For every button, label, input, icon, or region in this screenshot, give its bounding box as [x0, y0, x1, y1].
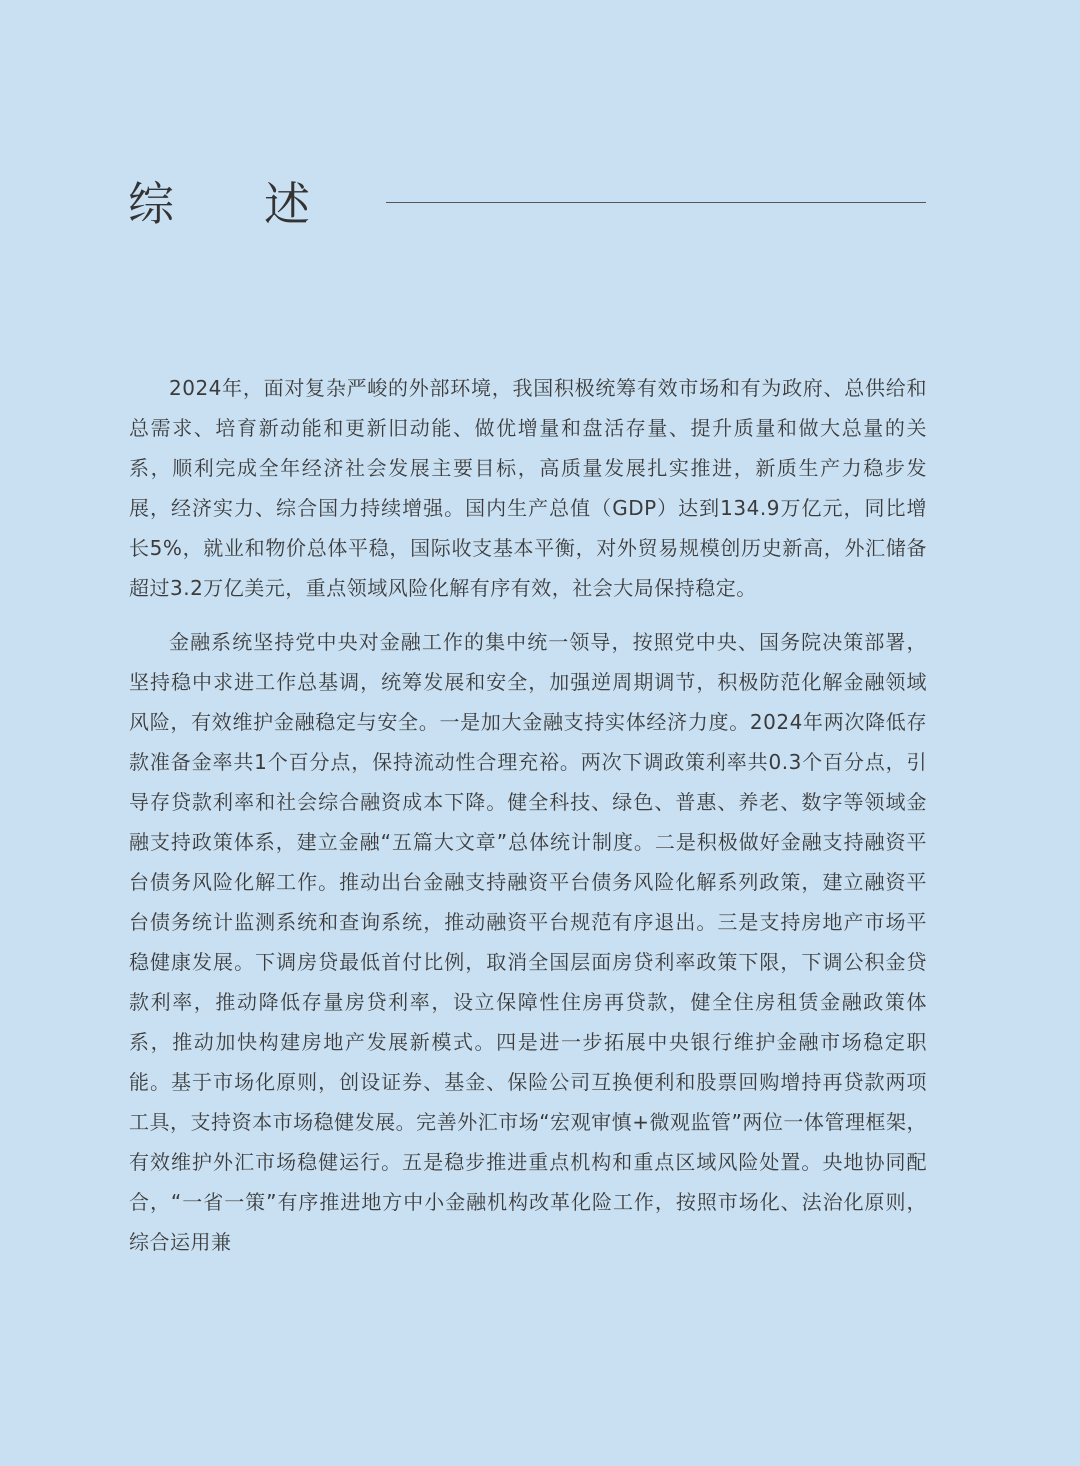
section-title-char-2: 述 [264, 177, 310, 231]
section-heading [128, 172, 928, 236]
paragraph-2: 金融系统坚持党中央对金融工作的集中统一领导，按照党中央、国务院决策部署，坚持稳中求进工作总基调，统筹发展和安全，加强逆周期调节，积极防范化解金融领域风险，有效维护金融稳定与安全。一是加大金融支持实体经济力度。2024年两次降低存款准备金率共1个百分点，保持流动性合理充裕。两次下调政策利率共0.3个百分点，引导存贷款利率和社会综合融资成本下降。健全科技、绿色、普惠、养老、数字等领域金融支持政策体系，建立金融“五篇大文章”总体统计制度。二是积极做好金融支持融资平台债务风险化解工作。推动出台金融支持融资平台债务风险化解系列政策，建立融资平台债务统计监测系统和查询系统，推动融资平台规范有序退出。三是支持房地产市场平稳健康发展。下调房贷最低首付比例，取消全国层面房贷利率政策下限，下调公积金贷款利率，推动降低存量房贷利率，设立保障性住房再贷款，健全住房租赁金融政策体系，推动加快构建房地产发展新模式。四是进一步拓展中央银行维护金融市场稳定职能。基于市场化原则，创设证券、基金、保险公司互换便利和股票回购增持再贷款两项工具，支持资本市场稳健发展。完善外汇市场“宏观审慎+微观监管”两位一体管理框架，有效维护外汇市场稳健运行。五是稳步推进重点机构和重点区域风险处置。央地协同配合，“一省一策”有序推进地方中小金融机构改革化险工作，按照市场化、法治化原则，综合运用兼 [129, 630, 927, 1254]
body-text [129, 368, 927, 1276]
paragraph-1: 2024年，面对复杂严峻的外部环境，我国积极统筹有效市场和有为政府、总供给和总需求、培育新动能和更新旧动能、做优增量和盘活存量、提升质量和做大总量的关系，顺利完成全年经济社会发展主要目标，高质量发展扎实推进，新质生产力稳步发展，经济实力、综合国力持续增强。国内生产总值（GDP）达到134.9万亿元，同比增长5%，就业和物价总体平稳，国际收支基本平衡，对外贸易规模创历史新高，外汇储备超过3.2万亿美元，重点领域风险化解有序有效，社会大局保持稳定。 [129, 376, 927, 600]
section-title-char-1: 综 [128, 177, 174, 231]
heading-divider [386, 202, 926, 203]
